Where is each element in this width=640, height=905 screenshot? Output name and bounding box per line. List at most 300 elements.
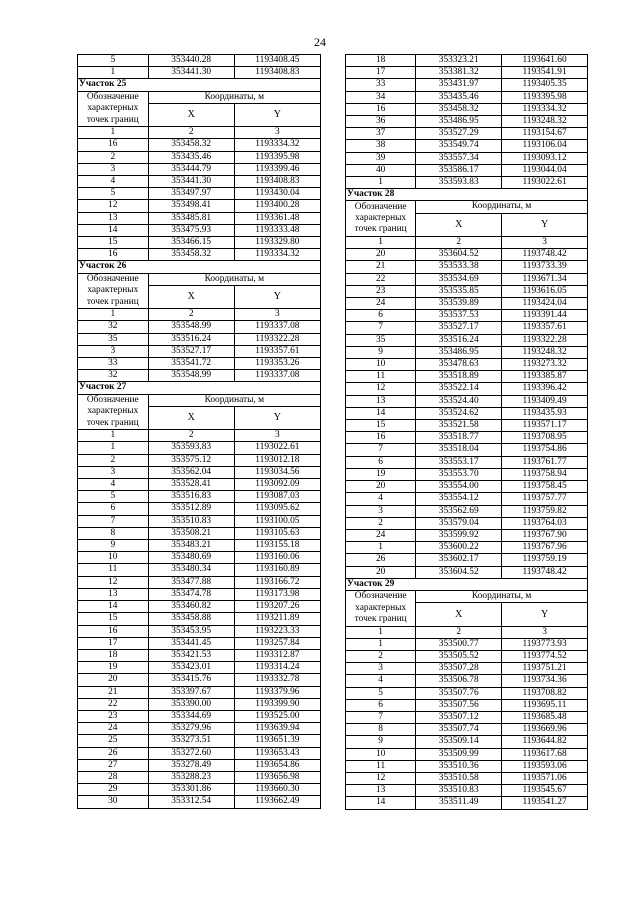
table-row [78,576,321,588]
table-row [346,444,588,456]
left-coordinates-column [77,54,321,809]
y-coordinate: 1193160.89 [234,564,320,576]
point-id: 24 [346,529,416,541]
x-coordinate: 353458.32 [416,103,502,115]
y-coordinate: 1193314.24 [234,662,320,674]
point-id: 16 [346,103,416,115]
y-coordinate: 1193334.32 [234,249,320,261]
point-id: 16 [78,625,149,637]
table-row [346,517,588,529]
x-coordinate: 353444.79 [148,163,234,175]
x-coordinate: 353593.83 [148,442,234,454]
point-id: 3 [346,663,416,675]
table-row [78,55,321,67]
table-row [78,784,321,796]
table-row [346,711,588,723]
y-coordinate: 1193257.84 [234,637,320,649]
x-coordinate: 353344.69 [148,710,234,722]
table-row [346,55,588,67]
point-id: 1 [78,67,149,79]
table-row [78,723,321,735]
point-id: 35 [78,333,149,345]
x-coordinate: 353549.74 [416,140,502,152]
y-coordinate: 1193337.08 [234,370,320,382]
table-row [346,785,588,797]
x-coordinate: 353397.67 [148,686,234,698]
point-id: 6 [78,503,149,515]
x-coordinate: 353480.34 [148,564,234,576]
header-row [78,91,321,103]
column-number-row [78,430,321,442]
y-coordinate: 1193541.27 [502,797,588,809]
y-coordinate: 1193708.82 [502,687,588,699]
table-row [346,152,588,164]
y-coordinate: 1193651.39 [234,735,320,747]
x-coordinate: 353518.89 [416,371,502,383]
point-id: 2 [346,517,416,529]
point-id: 28 [78,771,149,783]
y-coordinate: 1193100.05 [234,515,320,527]
x-coordinate: 353575.12 [148,454,234,466]
coordinates-table-left [77,54,321,809]
y-coordinate: 1193248.32 [502,346,588,358]
x-coordinate: 353312.54 [148,796,234,808]
table-row [78,637,321,649]
section-title: Участок 28 [346,189,588,201]
y-coordinate: 1193734.36 [502,675,588,687]
section-title-row [346,578,588,590]
y-header: Y [234,285,320,308]
y-coordinate: 1193408.83 [234,176,320,188]
y-coordinate: 1193409.49 [502,395,588,407]
column-number-row [346,237,588,249]
column-number: 2 [416,626,502,638]
y-coordinate: 1193166.72 [234,576,320,588]
right-coordinates-column [345,54,588,810]
y-coordinate: 1193012.18 [234,454,320,466]
section-title: Участок 25 [78,79,321,91]
x-coordinate: 353453.95 [148,625,234,637]
header-row [78,394,321,406]
x-coordinate: 353415.76 [148,674,234,686]
point-id: 33 [78,358,149,370]
x-coordinate: 353534.69 [416,273,502,285]
point-id: 30 [78,796,149,808]
table-row [78,735,321,747]
x-coordinate: 353518.04 [416,444,502,456]
y-coordinate: 1193361.48 [234,212,320,224]
table-row [346,797,588,809]
x-coordinate: 353586.17 [416,164,502,176]
table-row [78,224,321,236]
table-row [78,370,321,382]
table-row [346,67,588,79]
header-row [346,590,588,602]
point-id: 3 [78,345,149,357]
x-coordinate: 353527.17 [416,322,502,334]
table-row [346,395,588,407]
point-id: 3 [78,163,149,175]
x-coordinate: 353548.99 [148,370,234,382]
x-coordinate: 353272.60 [148,747,234,759]
x-coordinate: 353458.32 [148,139,234,151]
column-number: 1 [78,430,149,442]
section-title: Участок 27 [78,382,321,394]
table-row [346,334,588,346]
table-row [78,771,321,783]
x-coordinate: 353524.40 [416,395,502,407]
point-id: 35 [346,334,416,346]
y-coordinate: 1193022.61 [234,442,320,454]
y-coordinate: 1193773.93 [502,638,588,650]
table-row [78,552,321,564]
y-coordinate: 1193160.06 [234,552,320,564]
table-row [346,359,588,371]
x-coordinate: 353554.12 [416,493,502,505]
x-coordinate: 353553.70 [416,468,502,480]
y-coordinate: 1193748.42 [502,249,588,261]
y-coordinate: 1193660.30 [234,784,320,796]
y-coordinate: 1193669.96 [502,724,588,736]
x-coordinate: 353600.22 [416,542,502,554]
table-row [78,358,321,370]
y-coordinate: 1193525.00 [234,710,320,722]
x-coordinate: 353507.28 [416,663,502,675]
point-id: 10 [346,359,416,371]
y-coordinate: 1193396.42 [502,383,588,395]
x-coordinate: 353510.83 [148,515,234,527]
y-header: Y [502,213,588,236]
point-id: 29 [78,784,149,796]
y-coordinate: 1193399.90 [234,698,320,710]
designation-header: Обозначение характерных точек границ [346,201,416,237]
y-coordinate: 1193767.90 [502,529,588,541]
column-number: 2 [148,309,234,321]
table-row [346,566,588,578]
x-coordinate: 353323.21 [416,55,502,67]
table-row [346,724,588,736]
point-id: 16 [346,432,416,444]
y-coordinate: 1193400.28 [234,200,320,212]
x-coordinate: 353440.28 [148,55,234,67]
x-header: X [416,603,502,626]
point-id: 15 [78,237,149,249]
section-title: Участок 26 [78,261,321,273]
x-coordinate: 353511.49 [416,797,502,809]
point-id: 39 [346,152,416,164]
table-row [346,79,588,91]
x-coordinate: 353535.85 [416,285,502,297]
x-coordinate: 353509.99 [416,748,502,760]
y-coordinate: 1193357.61 [234,345,320,357]
y-coordinate: 1193685.48 [502,711,588,723]
table-row [346,371,588,383]
column-number: 1 [78,309,149,321]
designation-header: Обозначение характерных точек границ [78,394,149,430]
table-row [346,116,588,128]
table-row [78,345,321,357]
table-row [346,675,588,687]
y-coordinate: 1193333.48 [234,224,320,236]
column-number-row [78,127,321,139]
x-coordinate: 353539.89 [416,298,502,310]
table-row [346,432,588,444]
point-id: 1 [346,542,416,554]
y-coordinate: 1193395.98 [502,91,588,103]
y-coordinate: 1193671.34 [502,273,588,285]
x-coordinate: 353483.21 [148,540,234,552]
point-id: 3 [346,505,416,517]
point-id: 25 [78,735,149,747]
x-coordinate: 353562.04 [148,466,234,478]
table-row [346,249,588,261]
table-row [346,383,588,395]
x-coordinate: 353273.51 [148,735,234,747]
column-number: 2 [148,127,234,139]
point-id: 9 [346,736,416,748]
table-row [78,163,321,175]
table-row [78,176,321,188]
point-id: 14 [346,797,416,809]
point-id: 13 [346,785,416,797]
y-coordinate: 1193155.18 [234,540,320,552]
x-coordinate: 353435.46 [148,151,234,163]
y-coordinate: 1193034.56 [234,466,320,478]
point-id: 11 [346,760,416,772]
x-coordinate: 353533.38 [416,261,502,273]
x-coordinate: 353508.21 [148,527,234,539]
coordinates-header: Координаты, м [148,273,320,285]
point-id: 7 [78,515,149,527]
table-row [346,663,588,675]
table-row [346,322,588,334]
table-row [346,736,588,748]
y-coordinate: 1193757.77 [502,493,588,505]
x-coordinate: 353288.23 [148,771,234,783]
point-id: 18 [346,55,416,67]
y-coordinate: 1193617.68 [502,748,588,760]
point-id: 20 [78,674,149,686]
table-row [346,638,588,650]
x-header: X [148,103,234,126]
x-coordinate: 353516.24 [416,334,502,346]
x-coordinate: 353554.00 [416,481,502,493]
x-coordinate: 353480.69 [148,552,234,564]
point-id: 13 [78,588,149,600]
y-header: Y [502,603,588,626]
point-id: 16 [78,249,149,261]
y-coordinate: 1193093.12 [502,152,588,164]
point-id: 1 [346,177,416,189]
point-id: 9 [78,540,149,552]
point-id: 20 [346,566,416,578]
column-number: 3 [234,127,320,139]
point-id: 21 [346,261,416,273]
x-coordinate: 353390.00 [148,698,234,710]
table-row [78,515,321,527]
point-id: 12 [78,576,149,588]
y-coordinate: 1193207.26 [234,601,320,613]
point-id: 7 [346,711,416,723]
y-coordinate: 1193545.67 [502,785,588,797]
header-row [346,201,588,213]
table-row [346,285,588,297]
x-coordinate: 353458.32 [148,249,234,261]
table-row [78,503,321,515]
x-coordinate: 353279.96 [148,723,234,735]
column-number: 3 [234,430,320,442]
table-row [346,261,588,273]
section-title: Участок 29 [346,578,588,590]
table-row [78,649,321,661]
column-number: 3 [502,237,588,249]
y-coordinate: 1193424.04 [502,298,588,310]
table-row [78,188,321,200]
table-row [78,139,321,151]
y-coordinate: 1193708.95 [502,432,588,444]
y-coordinate: 1193379.96 [234,686,320,698]
x-coordinate: 353485.81 [148,212,234,224]
point-id: 24 [346,298,416,310]
y-coordinate: 1193334.32 [234,139,320,151]
table-row [78,540,321,552]
table-row [78,686,321,698]
y-coordinate: 1193399.46 [234,163,320,175]
point-id: 5 [78,188,149,200]
x-coordinate: 353599.92 [416,529,502,541]
y-coordinate: 1193774.52 [502,650,588,662]
section-title-row [78,382,321,394]
table-row [78,564,321,576]
table-row [346,748,588,760]
table-row [346,699,588,711]
table-row [346,529,588,541]
table-row [78,479,321,491]
point-id: 2 [78,151,149,163]
coordinates-header: Координаты, м [148,91,320,103]
point-id: 8 [346,724,416,736]
point-id: 5 [78,491,149,503]
y-coordinate: 1193653.43 [234,747,320,759]
column-number-row [346,626,588,638]
column-number: 3 [502,626,588,638]
y-coordinate: 1193312.87 [234,649,320,661]
y-coordinate: 1193593.06 [502,760,588,772]
point-id: 40 [346,164,416,176]
column-number: 3 [234,309,320,321]
x-coordinate: 353421.53 [148,649,234,661]
x-coordinate: 353527.17 [148,345,234,357]
designation-header: Обозначение характерных точек границ [78,273,149,309]
y-coordinate: 1193223.33 [234,625,320,637]
x-coordinate: 353528.41 [148,479,234,491]
point-id: 16 [78,139,149,151]
y-coordinate: 1193322.28 [234,333,320,345]
table-row [78,747,321,759]
y-coordinate: 1193106.04 [502,140,588,152]
table-row [78,333,321,345]
table-row [346,493,588,505]
column-number: 2 [416,237,502,249]
y-coordinate: 1193541.91 [502,67,588,79]
y-coordinate: 1193334.32 [502,103,588,115]
x-coordinate: 353441.30 [148,176,234,188]
point-id: 36 [346,116,416,128]
point-id: 3 [78,466,149,478]
y-coordinate: 1193759.19 [502,554,588,566]
table-row [346,650,588,662]
point-id: 4 [346,493,416,505]
table-row [346,481,588,493]
x-coordinate: 353510.58 [416,772,502,784]
y-coordinate: 1193408.45 [234,55,320,67]
point-id: 11 [78,564,149,576]
x-coordinate: 353507.76 [416,687,502,699]
point-id: 22 [346,273,416,285]
coordinates-header: Координаты, м [416,201,588,213]
coordinates-header: Координаты, м [416,590,588,602]
table-row [78,527,321,539]
table-row [346,687,588,699]
x-coordinate: 353510.36 [416,760,502,772]
point-id: 20 [346,249,416,261]
table-row [78,454,321,466]
x-coordinate: 353527.29 [416,128,502,140]
x-coordinate: 353423.01 [148,662,234,674]
y-coordinate: 1193273.32 [502,359,588,371]
x-coordinate: 353498.41 [148,200,234,212]
x-coordinate: 353477.88 [148,576,234,588]
table-row [346,103,588,115]
column-number-row [78,309,321,321]
point-id: 32 [78,321,149,333]
table-row [346,407,588,419]
designation-header: Обозначение характерных точек границ [78,91,149,127]
table-row [346,346,588,358]
x-coordinate: 353510.83 [416,785,502,797]
table-row [346,310,588,322]
table-row [346,760,588,772]
y-coordinate: 1193095.62 [234,503,320,515]
point-id: 12 [346,772,416,784]
x-coordinate: 353579.04 [416,517,502,529]
point-id: 22 [78,698,149,710]
x-coordinate: 353466.15 [148,237,234,249]
point-id: 8 [78,527,149,539]
point-id: 1 [78,442,149,454]
x-coordinate: 353475.93 [148,224,234,236]
x-coordinate: 353478.63 [416,359,502,371]
x-coordinate: 353458.88 [148,613,234,625]
y-coordinate: 1193616.05 [502,285,588,297]
point-id: 11 [346,371,416,383]
table-row [78,442,321,454]
y-coordinate: 1193641.60 [502,55,588,67]
point-id: 6 [346,699,416,711]
point-id: 18 [78,649,149,661]
x-coordinate: 353500.77 [416,638,502,650]
table-row [78,613,321,625]
y-coordinate: 1193357.61 [502,322,588,334]
point-id: 23 [78,710,149,722]
x-coordinate: 353497.97 [148,188,234,200]
point-id: 27 [78,759,149,771]
table-row [346,164,588,176]
y-coordinate: 1193654.86 [234,759,320,771]
y-coordinate: 1193767.96 [502,542,588,554]
point-id: 14 [78,224,149,236]
y-coordinate: 1193430.04 [234,188,320,200]
